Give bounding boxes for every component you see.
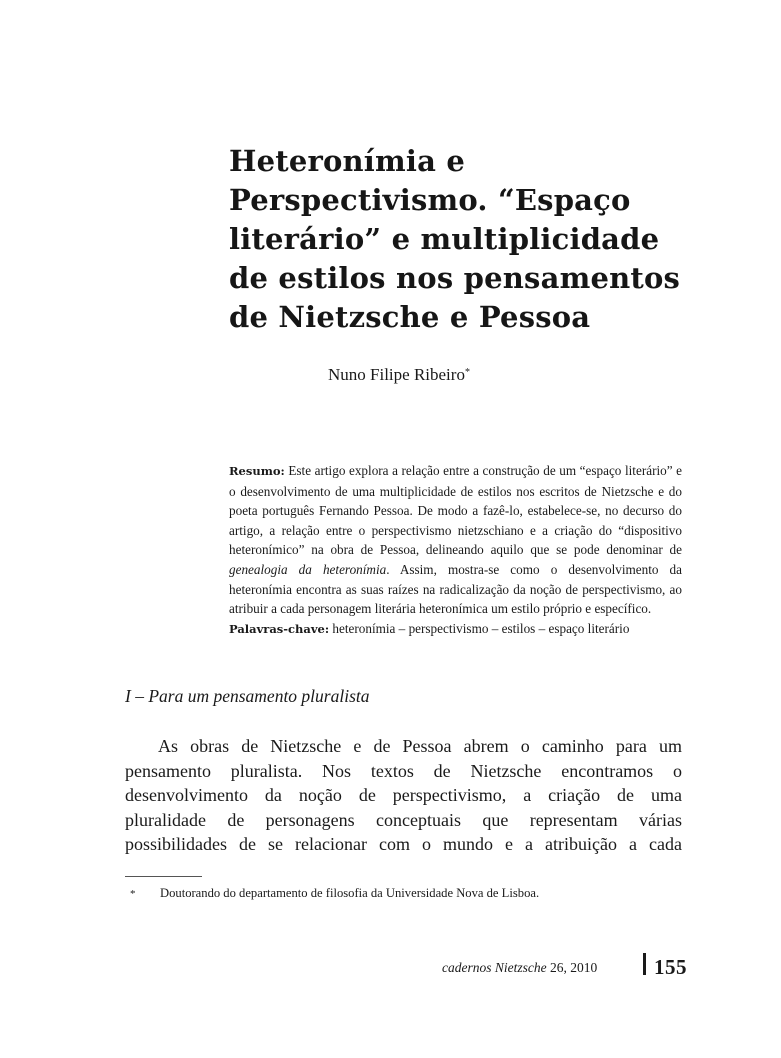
body-line: possibilidades de se relacionar com o mundo e a atribuição a cada <box>125 834 682 855</box>
footnote <box>130 885 690 902</box>
title-line: de estilos nos pensamentos <box>229 261 681 295</box>
title-line: Heteronímia e <box>229 144 466 178</box>
body-line: pluralidade de personagens conceptuais que representam várias <box>125 809 682 830</box>
page-number: 155 <box>654 955 687 979</box>
abstract-label: Resumo: <box>229 464 285 478</box>
journal-issue: 26, 2010 <box>546 960 598 975</box>
keywords-line <box>229 619 682 640</box>
keywords-text: heteronímia – perspectivismo – estilos – espaço literário <box>329 620 630 636</box>
author-text: Nuno Filipe Ribeiro <box>328 365 465 384</box>
body-line: pensamento pluralista. Nos textos de Nietzsche encontramos o <box>125 760 682 781</box>
abstract-text-part-1: Este artigo explora a relação entre a construção de um “espaço literário” e o desenvolvimento de uma multiplicidade de estilos nos escritos de Nietzsche e do poeta português Fernando Pessoa. De modo a fazê-lo, estabelece-se, no decurso do artigo, a relação entre o perspectivismo nietzschiano e a criação do “dispositivo heteronímico” na obra de Pessoa, delineando aquilo que se pode denominar de <box>229 463 682 558</box>
article-title <box>229 142 681 337</box>
footnote-text: Doutorando do departamento de filosofia da Universidade Nova de Lisboa. <box>160 886 540 900</box>
title-line: literário” e multiplicidade <box>229 222 660 256</box>
section-heading: I – Para um pensamento pluralista <box>125 686 370 706</box>
abstract <box>229 461 682 639</box>
journal-citation <box>442 959 597 977</box>
abstract-text-part-2: . Assim, mostra-se como o desenvolvimento da heteronímia encontra as suas raízes na radicalização da noção de perspectivismo, ao atribuir a cada personagem literária heteronímica um estilo próprio e específico. <box>229 561 682 617</box>
footnote-mark: * <box>130 888 136 900</box>
abstract-emphasis: genealogia da heteronímia <box>229 561 387 577</box>
body-line: As obras de Nietzsche e de Pessoa abrem o caminho para um <box>158 736 682 756</box>
footer-divider <box>643 953 646 975</box>
author-footnote-mark: * <box>464 367 470 378</box>
abstract-paragraph <box>229 461 682 619</box>
body-paragraph <box>125 734 682 857</box>
keywords-label: Palavras-chave: <box>229 621 330 636</box>
title-line: Perspectivismo. “Espaço <box>229 183 631 217</box>
author-name <box>328 365 470 385</box>
footnote-divider <box>125 876 202 877</box>
body-line: desenvolvimento da noção de perspectivismo, a criação de uma <box>125 785 682 806</box>
title-line: de Nietzsche e Pessoa <box>229 300 591 334</box>
journal-name: cadernos Nietzsche <box>442 960 547 975</box>
